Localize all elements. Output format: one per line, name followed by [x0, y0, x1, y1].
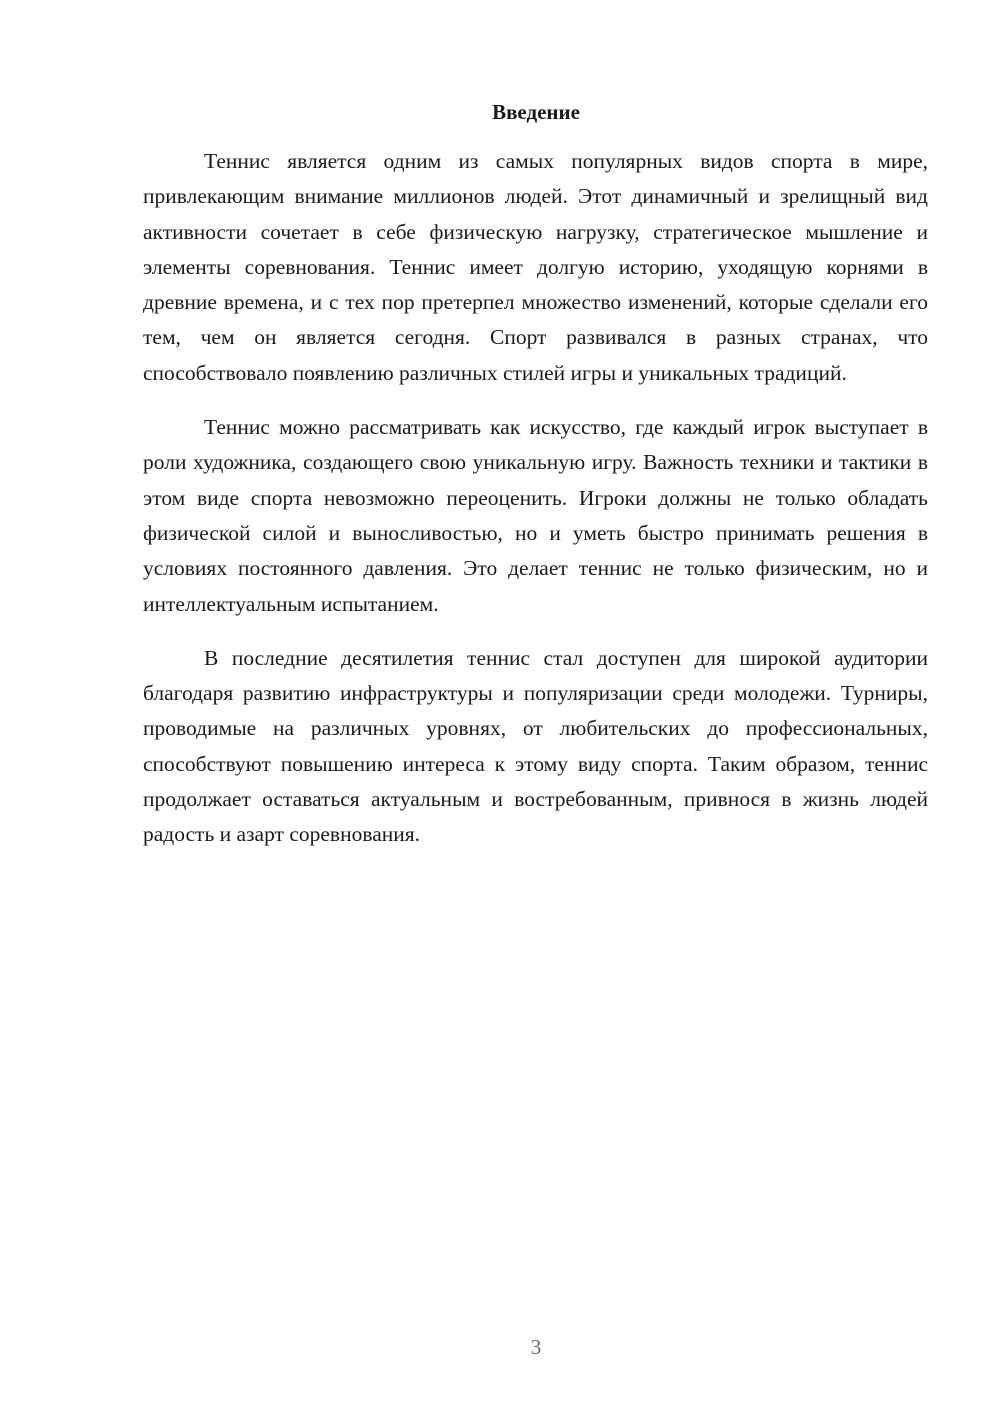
- section-heading: Введение: [492, 100, 580, 124]
- paragraph-1: Теннис является одним из самых популярных видов спорта в мире, привлекающим внимание миллионов людей. Этот динамичный и зрелищный вид активности сочетает в себе физическую нагрузку, стратегическое мышление и элементы соревнования. Теннис имеет долгую историю, уходящую корнями в древние времена, и с тех пор претерпел множество изменений, которые сделали его тем, чем он является сегодня. Спорт развивался в разных странах, что способствовало появлению различных стилей игры и уникальных традиций.: [143, 149, 928, 385]
- paragraph-2: Теннис можно рассматривать как искусство, где каждый игрок выступает в роли художника, создающего свою уникальную игру. Важность техники и тактики в этом виде спорта невозможно переоценить. Игроки должны не только обладать физической силой и выносливостью, но и уметь быстро принимать решения в условиях постоянного давления. Это делает теннис не только физическим, но и интеллектуальным испытанием.: [143, 415, 928, 616]
- paragraph-3: В последние десятилетия теннис стал доступен для широкой аудитории благодаря развитию инфраструктуры и популяризации среди молодежи. Турниры, проводимые на различных уровнях, от любительских до профессиональных, способствуют повышению интереса к этому виду спорта. Таким образом, теннис продолжает оставаться актуальным и востребованным, привнося в жизнь людей радость и азарт соревнования.: [143, 645, 928, 847]
- body-text: [143, 144, 928, 872]
- page-number: 3: [530, 1335, 542, 1359]
